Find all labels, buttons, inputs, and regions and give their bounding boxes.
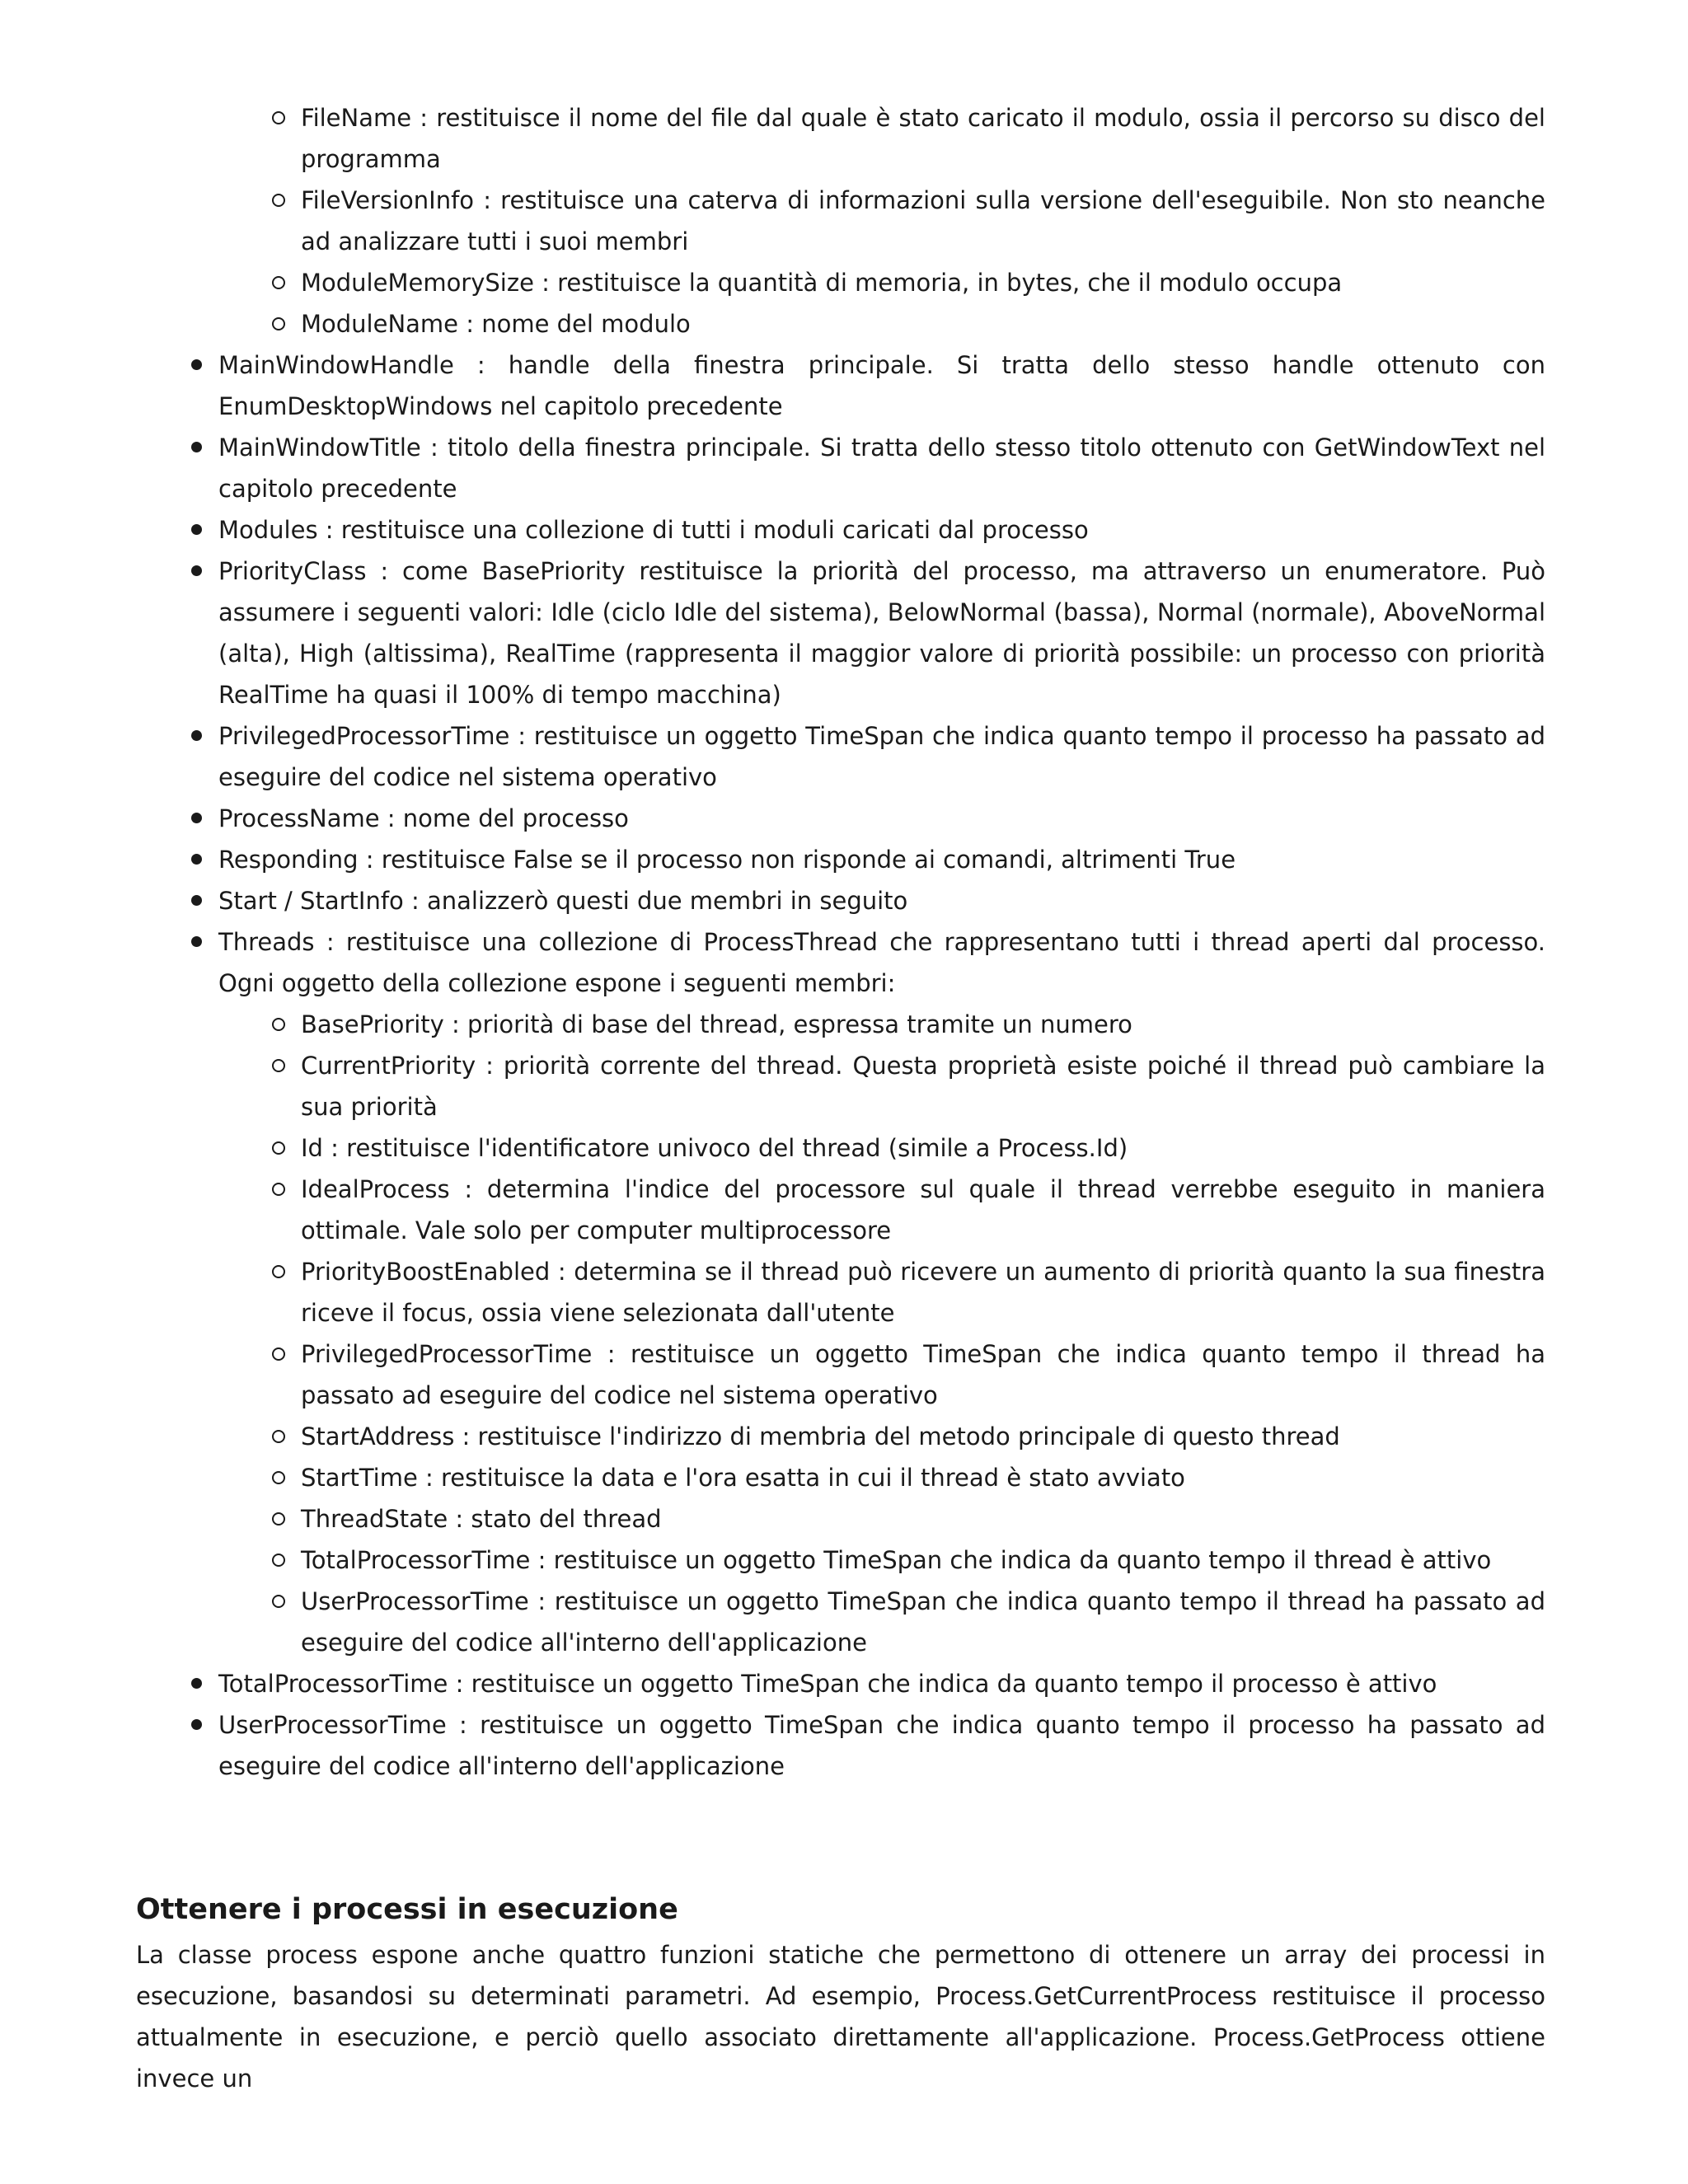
filled-bullet-icon (191, 895, 202, 906)
filled-bullet-icon (191, 1678, 202, 1689)
sub-list-item (301, 97, 1545, 180)
list-item-text: PrivilegedProcessorTime : restituisce un oggetto TimeSpan che indica quanto tempo il thread ha passato ad eseguire del codice nel sistema operativo (301, 1340, 1545, 1409)
section-title: Ottenere i processi in esecuzione (136, 1893, 678, 1926)
filled-bullet-icon (191, 730, 202, 741)
hollow-bullet-icon (272, 1265, 285, 1278)
hollow-bullet-icon (272, 1554, 285, 1567)
filled-bullet-icon (191, 359, 202, 370)
hollow-bullet-icon (272, 1018, 285, 1031)
list-item-text: Responding : restituisce False se il processo non risponde ai comandi, altrimenti True (218, 846, 1236, 874)
hollow-bullet-icon (272, 1059, 285, 1072)
sub-list-item (301, 303, 1545, 344)
list-item-text: FileVersionInfo : restituisce una caterva di informazioni sulla versione dell'eseguibile. Non sto neanche ad analizzare tutti i suoi membri (301, 186, 1545, 255)
sub-list-item (301, 180, 1545, 262)
hollow-bullet-icon (272, 194, 285, 207)
sub-list-item (301, 1045, 1545, 1127)
list-item (218, 921, 1545, 1004)
list-item-text: StartAddress : restituisce l'indirizzo di membria del metodo principale di questo thread (301, 1422, 1340, 1451)
list-item (218, 880, 1545, 921)
sub-list-item (301, 1540, 1545, 1581)
filled-bullet-icon (191, 565, 202, 576)
list-item (218, 344, 1545, 427)
list-item-text: MainWindowHandle : handle della finestra principale. Si tratta dello stesso handle ottenuto con EnumDesktopWindows nel capitolo precedente (218, 351, 1545, 420)
list-item-text: TotalProcessorTime : restituisce un oggetto TimeSpan che indica da quanto tempo il thread è attivo (301, 1546, 1492, 1574)
list-item-text: Id : restituisce l'identificatore univoco del thread (simile a Process.Id) (301, 1134, 1128, 1162)
hollow-bullet-icon (272, 1512, 285, 1526)
hollow-bullet-icon (272, 1141, 285, 1155)
hollow-bullet-icon (272, 111, 285, 124)
list-item-text: TotalProcessorTime : restituisce un oggetto TimeSpan che indica da quanto tempo il processo è attivo (218, 1670, 1437, 1698)
filled-bullet-icon (191, 854, 202, 865)
list-item (218, 427, 1545, 509)
list-item (218, 798, 1545, 839)
list-item-text: Threads : restituisce una collezione di ProcessThread che rappresentano tutti i thread aperti dal processo. Ogni oggetto della collezione espone i seguenti membri: (218, 928, 1545, 997)
sub-list-item (301, 262, 1545, 303)
list-item-text: Start / StartInfo : analizzerò questi due membri in seguito (218, 887, 908, 915)
list-item (218, 1704, 1545, 1787)
list-item (218, 509, 1545, 551)
list-item-text: ModuleName : nome del modulo (301, 310, 691, 338)
sub-list-item (301, 1333, 1545, 1416)
list-item (218, 1663, 1545, 1704)
list-item-text: ThreadState : stato del thread (301, 1505, 662, 1533)
list-item-text: ProcessName : nome del processo (218, 804, 629, 832)
list-item (218, 715, 1545, 798)
filled-bullet-icon (191, 813, 202, 823)
sub-list-item (301, 1498, 1545, 1540)
list-item-text: UserProcessorTime : restituisce un oggetto TimeSpan che indica quanto tempo il processo ha passato ad eseguire del codice all'interno dell'applicazione (218, 1711, 1545, 1780)
filled-bullet-icon (191, 1719, 202, 1730)
sub-list-item (301, 1004, 1545, 1045)
list-item-text: PriorityClass : come BasePriority restituisce la priorità del processo, ma attraverso un enumeratore. Può assumere i seguenti valori: Idle (ciclo Idle del sistema), BelowNormal (bassa), Normal (normale), AboveNormal (alta), High (altissima), RealTime (rappresenta il maggior valore di priorità possibile: un processo con priorità RealTime ha quasi il 100% di tempo macchina) (218, 557, 1545, 709)
list-item-text: PrivilegedProcessorTime : restituisce un oggetto TimeSpan che indica quanto tempo il processo ha passato ad eseguire del codice nel sistema operativo (218, 722, 1545, 791)
sub-list-item (301, 1457, 1545, 1498)
member-list (0, 97, 1688, 1787)
filled-bullet-icon (191, 936, 202, 947)
hollow-bullet-icon (272, 276, 285, 289)
list-item-text: CurrentPriority : priorità corrente del thread. Questa proprietà esiste poiché il thread può cambiare la sua priorità (301, 1052, 1545, 1121)
list-item (218, 839, 1545, 880)
sub-list-item (301, 1251, 1545, 1333)
hollow-bullet-icon (272, 1595, 285, 1608)
hollow-bullet-icon (272, 317, 285, 330)
hollow-bullet-icon (272, 1347, 285, 1361)
filled-bullet-icon (191, 524, 202, 535)
list-item-text: MainWindowTitle : titolo della finestra principale. Si tratta dello stesso titolo ottenuto con GetWindowText nel capitolo precedente (218, 434, 1545, 503)
section-paragraph: La classe process espone anche quattro funzioni statiche che permettono di ottenere un array dei processi in esecuzione, basandosi su determinati parametri. Ad esempio, Process.GetCurrentProcess restituisce il processo attualmente in esecuzione, e perciò quello associato direttamente all'applicazione. Process.GetProcess ottiene invece un (136, 1941, 1545, 2093)
list-item-text: ModuleMemorySize : restituisce la quantità di memoria, in bytes, che il modulo occupa (301, 269, 1343, 297)
filled-bullet-icon (191, 442, 202, 452)
hollow-bullet-icon (272, 1430, 285, 1443)
sub-list-item (301, 1127, 1545, 1169)
hollow-bullet-icon (272, 1471, 285, 1484)
list-item-text: UserProcessorTime : restituisce un oggetto TimeSpan che indica quanto tempo il thread ha passato ad eseguire del codice all'interno dell'applicazione (301, 1587, 1545, 1657)
sub-list-item (301, 1416, 1545, 1457)
list-item-text: PriorityBoostEnabled : determina se il thread può ricevere un aumento di priorità quanto la sua finestra riceve il focus, ossia viene selezionata dall'utente (301, 1258, 1545, 1327)
list-item-text: IdealProcess : determina l'indice del processore sul quale il thread verrebbe eseguito in maniera ottimale. Vale solo per computer multiprocessore (301, 1175, 1545, 1244)
list-item (218, 551, 1545, 715)
sub-list-item (301, 1169, 1545, 1251)
list-item-text: BasePriority : priorità di base del thread, espressa tramite un numero (301, 1010, 1132, 1038)
list-item-text: Modules : restituisce una collezione di tutti i moduli caricati dal processo (218, 516, 1089, 544)
list-item-text: FileName : restituisce il nome del file dal quale è stato caricato il modulo, ossia il percorso su disco del programma (301, 104, 1545, 173)
hollow-bullet-icon (272, 1183, 285, 1196)
list-item-text: StartTime : restituisce la data e l'ora esatta in cui il thread è stato avviato (301, 1464, 1185, 1492)
sub-list-item (301, 1581, 1545, 1663)
